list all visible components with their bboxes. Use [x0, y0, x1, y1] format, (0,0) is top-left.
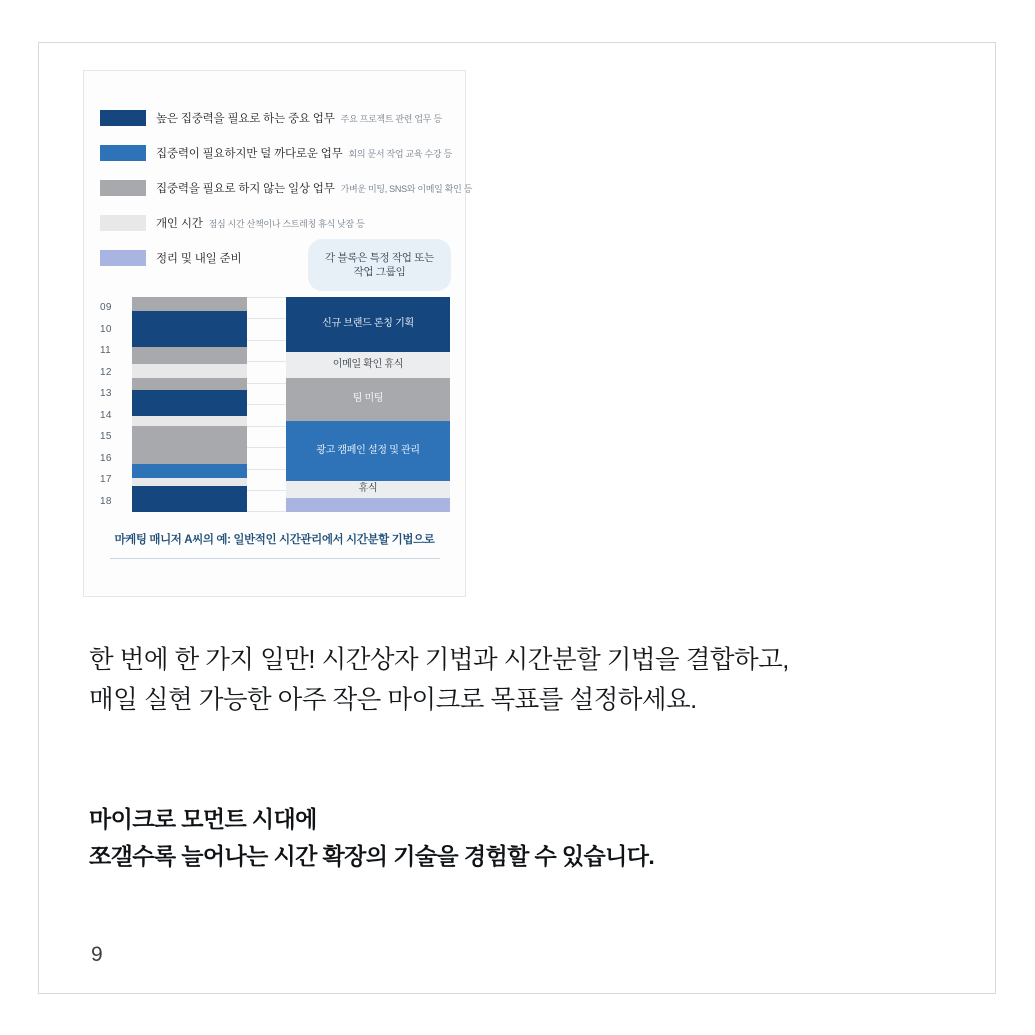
legend-swatch-personal	[100, 215, 146, 231]
schedule-segment	[132, 378, 247, 390]
hour-tick: 16	[100, 452, 112, 464]
block-label: 이메일 확인 휴식	[332, 358, 404, 370]
block-label: 신규 브랜드 론칭 기획	[322, 318, 414, 330]
schedule-segment	[132, 364, 247, 378]
schedule-segment	[132, 297, 247, 311]
figure-card	[83, 70, 473, 597]
right-schedule-stack	[286, 297, 450, 512]
legend-item	[100, 211, 450, 235]
body-paragraph	[89, 641, 959, 720]
document-page	[38, 42, 996, 994]
schedule-block	[286, 378, 450, 421]
callout-line-2: 작업 그룹임	[353, 266, 406, 278]
legend-swatch-wrapup	[100, 250, 146, 266]
left-schedule-stack	[132, 297, 247, 512]
timeline-chart	[100, 297, 450, 512]
hour-tick: 15	[100, 431, 112, 442]
legend-swatch-focus	[100, 145, 146, 161]
schedule-segment	[132, 416, 247, 426]
highlight-paragraph	[89, 801, 959, 875]
legend-sublabel: 회의 문서 작업 교육 수강 등	[348, 148, 452, 159]
figure-caption: 마케팅 매니저 A씨의 예: 일반적인 시간관리에서 시간분할 기법으로	[114, 534, 435, 546]
schedule-block	[286, 421, 450, 481]
block-label: 팀 미팅	[352, 393, 384, 405]
highlight-line-1: 마이크로 모먼트 시대에	[89, 806, 317, 832]
block-label: 휴식	[358, 483, 378, 495]
body-line-2: 매일 실현 가능한 아주 작은 마이크로 목표를 설정하세요.	[89, 685, 697, 714]
schedule-segment	[132, 311, 247, 347]
schedule-segment	[132, 426, 247, 464]
schedule-segment	[132, 464, 247, 478]
hour-tick: 13	[100, 388, 112, 399]
hour-tick: 09	[100, 302, 112, 313]
hour-tick: 12	[100, 366, 112, 378]
legend-label: 개인 시간	[156, 218, 203, 230]
legend-item	[100, 106, 450, 130]
legend-label: 정리 및 내일 준비	[156, 253, 242, 265]
schedule-block	[286, 297, 450, 352]
legend-sublabel: 점심 시간 산책이나 스트레칭 휴식 낮잠 등	[208, 218, 365, 229]
hour-tick: 17	[100, 474, 112, 485]
legend-label: 집중력이 필요하지만 덜 까다로운 업무	[156, 148, 343, 160]
legend-label: 높은 집중력을 필요로 하는 중요 업무	[156, 113, 335, 125]
schedule-block	[286, 352, 450, 378]
hour-tick: 10	[100, 323, 112, 335]
legend-item	[100, 176, 473, 200]
body-line-1: 한 번에 한 가지 일만! 시간상자 기법과 시간분할 기법을 결합하고,	[89, 646, 789, 674]
hour-tick: 14	[100, 409, 112, 421]
schedule-segment	[132, 486, 247, 512]
schedule-segment	[132, 390, 247, 416]
legend-sublabel: 가벼운 미팅, SNS와 이메일 확인 등	[340, 183, 473, 194]
legend-swatch-critical	[100, 110, 146, 126]
hour-tick: 18	[100, 495, 112, 507]
legend-item	[100, 141, 450, 165]
hour-axis	[100, 297, 126, 512]
schedule-segment	[132, 478, 247, 486]
figure-divider	[110, 558, 440, 559]
schedule-block	[286, 498, 450, 512]
legend-swatch-routine	[100, 180, 146, 196]
legend-sublabel: 주요 프로젝트 관련 업무 등	[340, 113, 442, 124]
schedule-segment	[132, 347, 247, 364]
chart-callout	[308, 239, 451, 291]
schedule-block	[286, 481, 450, 498]
legend-label: 집중력을 필요로 하지 않는 일상 업무	[156, 183, 335, 195]
block-label: 광고 캠페인 설정 및 관리	[316, 444, 420, 456]
highlight-line-2: 쪼갤수록 늘어나는 시간 확장의 기술을 경험할 수 있습니다.	[89, 842, 655, 869]
page-number: 9	[91, 943, 103, 966]
hour-tick: 11	[100, 345, 111, 356]
callout-line-1: 각 블록은 특정 작업 또는	[325, 251, 434, 264]
